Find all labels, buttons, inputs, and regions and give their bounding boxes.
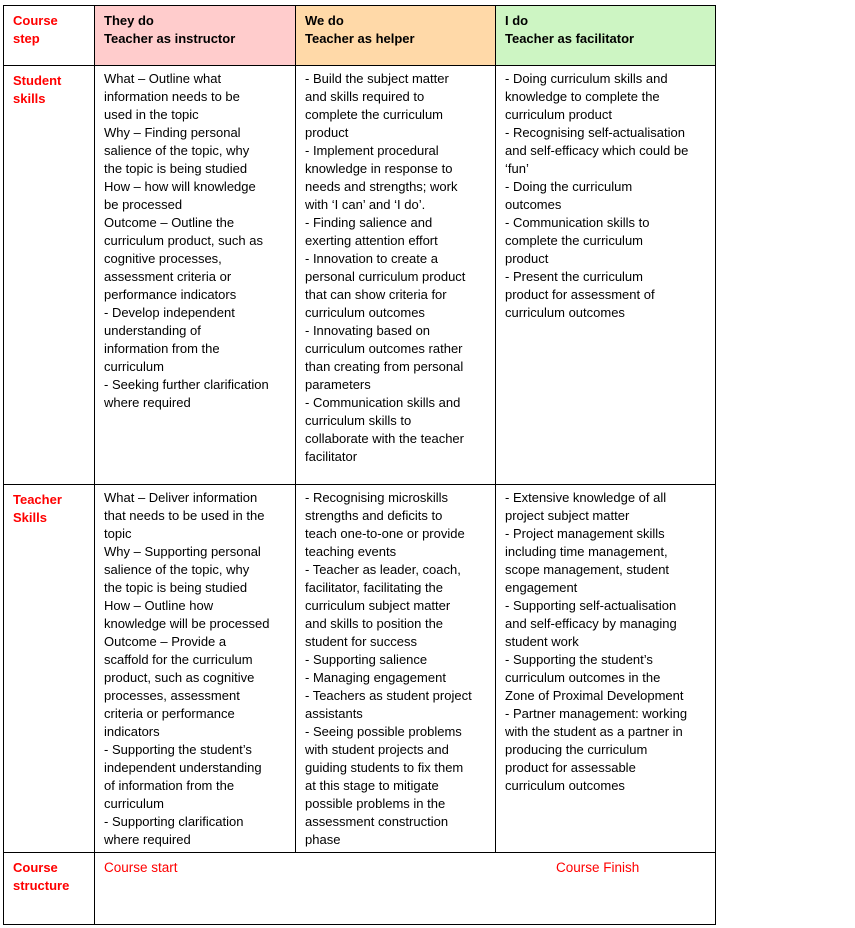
cell-text-line: - Project management skills	[505, 525, 665, 541]
cell-text-line: teaching events	[305, 543, 397, 559]
cell-text-line: project subject matter	[505, 507, 630, 523]
cell-text-line: assistants	[305, 705, 363, 721]
header-course-step	[4, 6, 95, 66]
cell-text-line: knowledge will be processed	[104, 615, 270, 631]
teacher-i-do-cell	[496, 484, 716, 852]
student-skills-row	[4, 66, 716, 484]
cell-text-line: - Teacher as leader, coach,	[305, 561, 461, 577]
cell-text-line: and self-efficacy which could be	[505, 143, 689, 159]
row-label-line: Course	[13, 859, 58, 875]
cell-text-line: assessment criteria or	[104, 269, 232, 285]
cell-text-line: How – how will knowledge	[104, 179, 256, 195]
row-label-line: Student	[13, 73, 62, 89]
cell-text-line: with student projects and	[305, 741, 449, 757]
cell-text-line: salience of the topic, why	[104, 561, 250, 577]
cell-text-line: Outcome – Provide a	[104, 633, 227, 649]
cell-text-line: - Innovation to create a	[305, 251, 438, 267]
cell-text-line: - Implement procedural	[305, 143, 439, 159]
cell-text-line: curriculum outcomes	[505, 777, 625, 793]
header-course-step-line: Course	[13, 13, 58, 28]
cell-text-line: What – Outline what	[104, 71, 222, 87]
cell-text-line: - Present the curriculum	[505, 269, 643, 285]
cell-text-line: than creating from personal	[305, 359, 464, 375]
cell-text-line: cognitive processes,	[104, 251, 222, 267]
cell-text-line: - Supporting salience	[305, 651, 428, 667]
cell-text-line: - Develop independent	[104, 305, 235, 321]
cell-text-line: - Seeking further clarification	[104, 377, 269, 393]
cell-text-line: information needs to be	[104, 89, 240, 105]
cell-text-line: curriculum outcomes in the	[505, 669, 661, 685]
cell-text-line: curriculum product, such as	[104, 233, 263, 249]
cell-text-line: the topic is being studied	[104, 579, 248, 595]
cell-text-line: - Doing the curriculum	[505, 179, 633, 195]
cell-text-line: engagement	[505, 579, 578, 595]
header-i-do-role: Teacher as facilitator	[505, 31, 635, 46]
cell-text-line: - Build the subject matter	[305, 71, 449, 87]
cell-text-line: exerting attention effort	[305, 233, 438, 249]
row-label-line: Teacher	[13, 491, 62, 507]
cell-text-line: criteria or performance	[104, 705, 235, 721]
cell-text-line: student work	[505, 633, 579, 649]
teacher-skills-label	[4, 484, 95, 852]
cell-text-line: independent understanding	[104, 759, 262, 775]
cell-text-line: outcomes	[505, 197, 562, 213]
course-structure-label	[4, 852, 95, 924]
cell-text-line: - Doing curriculum skills and	[505, 71, 668, 87]
cell-text-line: complete the curriculum	[305, 107, 443, 123]
cell-text-line: - Communication skills and	[305, 395, 461, 411]
cell-text-line: product	[305, 125, 349, 141]
cell-text-line: of information from the	[104, 777, 235, 793]
header-row	[4, 6, 716, 66]
cell-text-line: teach one-to-one or provide	[305, 525, 465, 541]
cell-text-line: - Seeing possible problems	[305, 723, 462, 739]
cell-text-line: curriculum outcomes	[505, 305, 625, 321]
cell-text-line: that can show criteria for	[305, 287, 447, 303]
cell-text-line: - Supporting self-actualisation	[505, 597, 677, 613]
cell-text-line: - Partner management: working	[505, 705, 688, 721]
cell-text-line: ‘fun’	[505, 161, 529, 177]
cell-text-line: scaffold for the curriculum	[104, 651, 253, 667]
header-i-do	[496, 6, 716, 66]
cell-text-line: complete the curriculum	[505, 233, 643, 249]
cell-text-line: strengths and deficits to	[305, 507, 443, 523]
cell-text-line: topic	[104, 525, 132, 541]
cell-text-line: at this stage to mitigate	[305, 777, 439, 793]
teacher-they-do-cell	[95, 484, 296, 852]
header-they-do	[95, 6, 296, 66]
cell-text-line: curriculum	[104, 359, 164, 375]
course-finish-label: Course Finish	[556, 859, 640, 875]
student-skills-label	[4, 66, 95, 484]
cell-text-line: possible problems in the	[305, 795, 446, 811]
cell-text-line: and skills to position the	[305, 615, 444, 631]
cell-text-line: that needs to be used in the	[104, 507, 265, 523]
cell-text-line: curriculum outcomes rather	[305, 341, 463, 357]
cell-text-line: performance indicators	[104, 287, 237, 303]
header-we-do	[296, 6, 496, 66]
cell-text-line: guiding students to fix them	[305, 759, 464, 775]
cell-text-line: product for assessable	[505, 759, 636, 775]
cell-text-line: knowledge to complete the	[505, 89, 660, 105]
cell-text-line: Zone of Proximal Development	[505, 687, 684, 703]
cell-text-line: Why – Finding personal	[104, 125, 241, 141]
cell-text-line: - Managing engagement	[305, 669, 446, 685]
cell-text-line: product, such as cognitive	[104, 669, 255, 685]
teacher-we-do-cell	[296, 484, 496, 852]
cell-text-line: curriculum outcomes	[305, 305, 425, 321]
header-we-do-title: We do	[305, 13, 344, 28]
header-they-do-title: They do	[104, 13, 154, 28]
cell-text-line: with the student as a partner in	[505, 723, 683, 739]
teacher-skills-row	[4, 484, 716, 852]
student-we-do-cell	[296, 66, 496, 484]
student-i-do-cell	[496, 66, 716, 484]
cell-text-line: needs and strengths; work	[305, 179, 458, 195]
header-they-do-role: Teacher as instructor	[104, 31, 236, 46]
cell-text-line: salience of the topic, why	[104, 143, 250, 159]
cell-text-line: curriculum skills to	[305, 413, 412, 429]
cell-text-line: - Teachers as student project	[305, 687, 472, 703]
cell-text-line: How – Outline how	[104, 597, 214, 613]
cell-text-line: parameters	[305, 377, 371, 393]
cell-text-line: producing the curriculum	[505, 741, 648, 757]
cell-text-line: and skills required to	[305, 89, 425, 105]
row-label-line: structure	[13, 877, 70, 893]
cell-text-line: knowledge in response to	[305, 161, 453, 177]
cell-text-line: facilitator	[305, 449, 358, 465]
cell-text-line: - Supporting clarification	[104, 813, 244, 829]
course-start-label: Course start	[104, 859, 178, 875]
cell-text-line: the topic is being studied	[104, 161, 248, 177]
cell-text-line: collaborate with the teacher	[305, 431, 464, 447]
cell-text-line: - Innovating based on	[305, 323, 431, 339]
cell-text-line: What – Deliver information	[104, 489, 258, 505]
cell-text-line: Outcome – Outline the	[104, 215, 235, 231]
cell-text-line: curriculum	[104, 795, 164, 811]
row-label-line: Skills	[13, 509, 47, 525]
cell-text-line: processes, assessment	[104, 687, 240, 703]
cell-text-line: assessment construction	[305, 813, 449, 829]
cell-text-line: - Recognising self-actualisation	[505, 125, 685, 141]
course-structure-row	[4, 852, 716, 924]
cell-text-line: be processed	[104, 197, 183, 213]
cell-text-line: including time management,	[505, 543, 668, 559]
cell-text-line: where required	[104, 831, 191, 847]
cell-text-line: personal curriculum product	[305, 269, 466, 285]
cell-text-line: information from the	[104, 341, 220, 357]
cell-text-line: product for assessment of	[505, 287, 655, 303]
cell-text-line: Why – Supporting personal	[104, 543, 261, 559]
cell-text-line: with ‘I can’ and ‘I do’.	[305, 197, 426, 213]
cell-text-line: curriculum subject matter	[305, 597, 451, 613]
cell-text-line: - Communication skills to	[505, 215, 650, 231]
cell-text-line: where required	[104, 395, 191, 411]
course-steps-table	[3, 5, 716, 925]
cell-text-line: scope management, student	[505, 561, 670, 577]
cell-text-line: - Supporting the student’s	[505, 651, 653, 667]
cell-text-line: understanding of	[104, 323, 201, 339]
course-structure-cell	[95, 852, 716, 924]
cell-text-line: curriculum product	[505, 107, 612, 123]
cell-text-line: - Supporting the student’s	[104, 741, 252, 757]
header-i-do-title: I do	[505, 13, 529, 28]
cell-text-line: - Recognising microskills	[305, 489, 449, 505]
cell-text-line: - Finding salience and	[305, 215, 433, 231]
cell-text-line: used in the topic	[104, 107, 199, 123]
header-course-step-line: step	[13, 31, 40, 46]
cell-text-line: phase	[305, 831, 341, 847]
cell-text-line: student for success	[305, 633, 417, 649]
header-we-do-role: Teacher as helper	[305, 31, 415, 46]
cell-text-line: facilitator, facilitating the	[305, 579, 444, 595]
cell-text-line: product	[505, 251, 549, 267]
row-label-line: skills	[13, 91, 46, 107]
cell-text-line: - Extensive knowledge of all	[505, 489, 667, 505]
cell-text-line: indicators	[104, 723, 160, 739]
student-they-do-cell	[95, 66, 296, 484]
cell-text-line: and self-efficacy by managing	[505, 615, 677, 631]
